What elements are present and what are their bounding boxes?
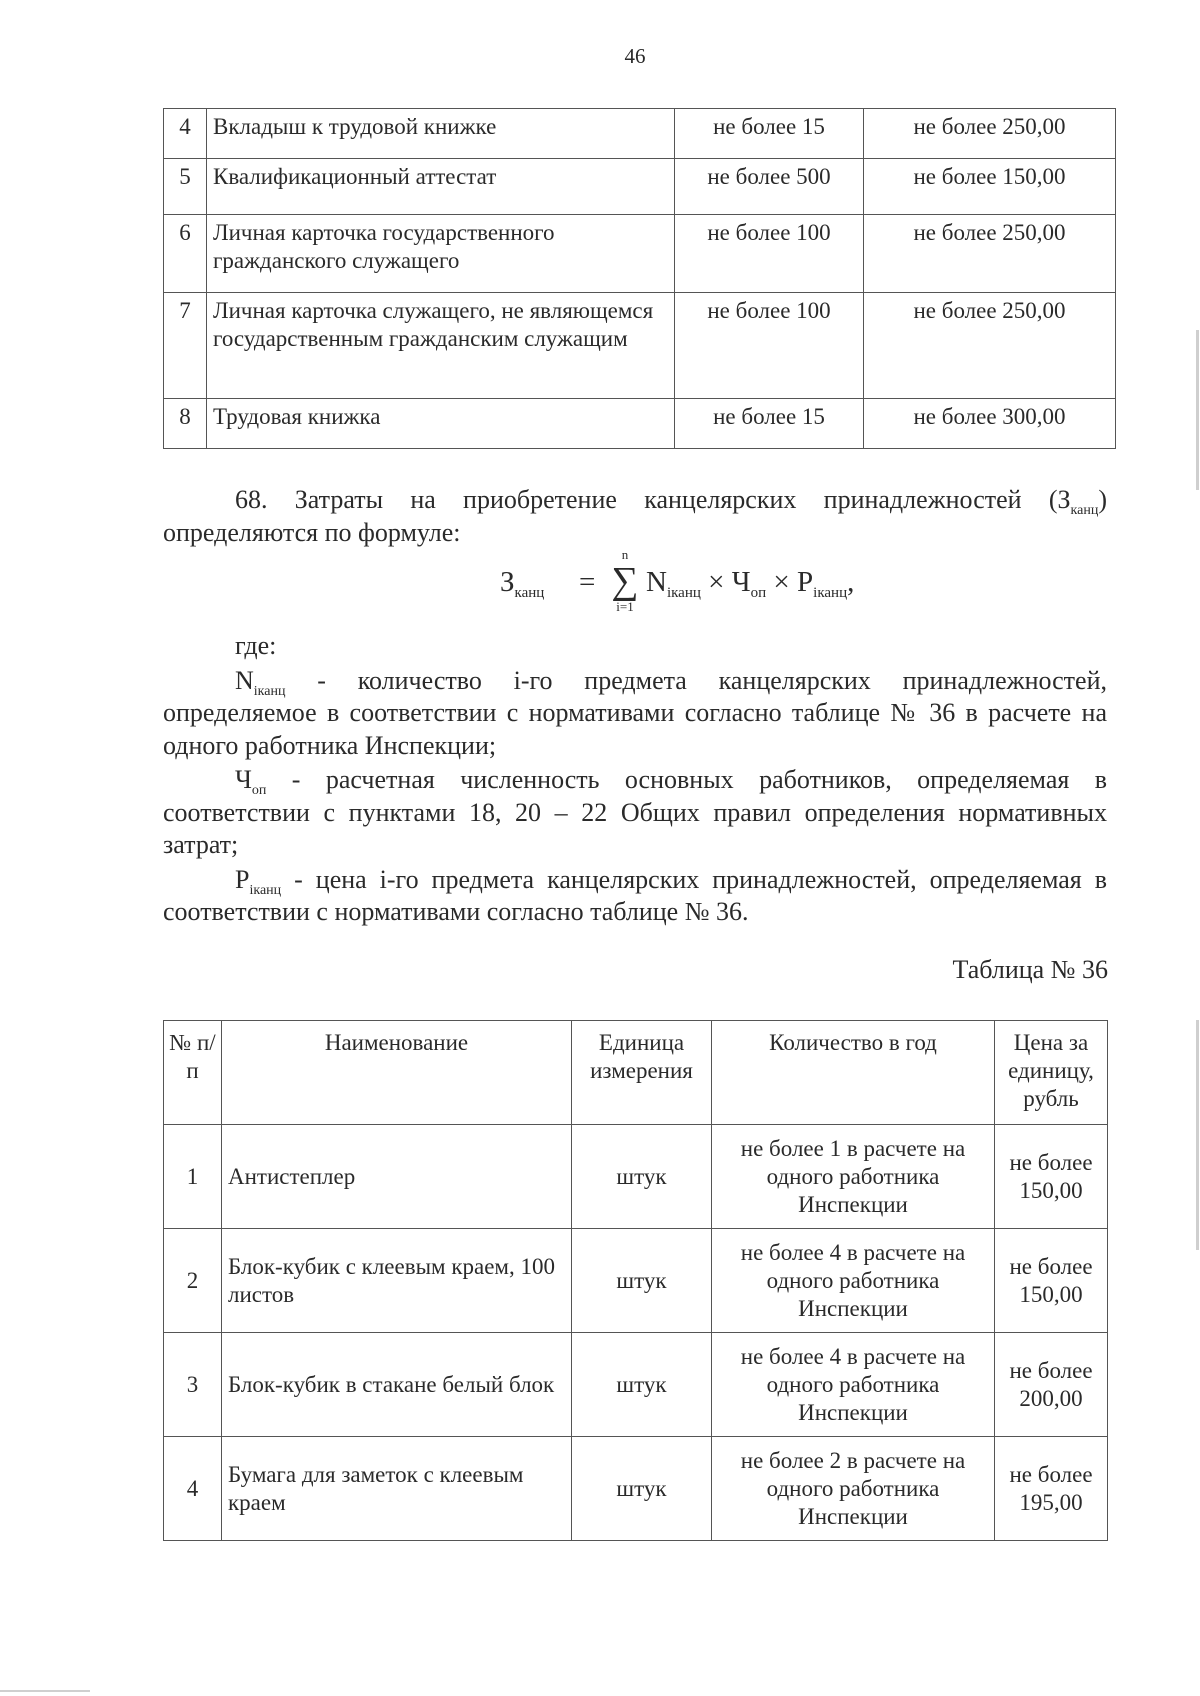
sum-upper-limit: n bbox=[621, 547, 629, 562]
item-name: Личная карточка служащего, не являющемся государственным гражданским служащим bbox=[207, 293, 675, 399]
table-row bbox=[164, 1125, 1108, 1229]
item-price: не более 250,00 bbox=[864, 293, 1116, 399]
item-price: не более 250,00 bbox=[864, 215, 1116, 293]
table-row bbox=[164, 293, 1116, 399]
item-price: не более 195,00 bbox=[995, 1437, 1108, 1541]
table-36 bbox=[163, 1020, 1108, 1541]
row-number: 1 bbox=[164, 1125, 222, 1229]
table-row bbox=[164, 399, 1116, 449]
item-unit: штук bbox=[572, 1333, 712, 1437]
table-row bbox=[164, 1333, 1108, 1437]
item-price: не более 200,00 bbox=[995, 1333, 1108, 1437]
sum-lower-limit: i=1 bbox=[616, 599, 634, 614]
header-name: Наименование bbox=[222, 1021, 572, 1125]
item-name: Вкладыш к трудовой книжке bbox=[207, 109, 675, 159]
scan-edge-mark bbox=[1196, 330, 1199, 490]
top-table bbox=[163, 108, 1116, 449]
sigma-icon: ∑ bbox=[611, 560, 639, 602]
item-price: не более 250,00 bbox=[864, 109, 1116, 159]
item-unit: штук bbox=[572, 1229, 712, 1333]
cost-formula bbox=[500, 548, 920, 628]
table-row bbox=[164, 159, 1116, 215]
item-name: Бумага для заметок с клеевым краем bbox=[222, 1437, 572, 1541]
row-number: 6 bbox=[164, 215, 207, 293]
definition-p: $P_{iканц}$ - цена i-го предмета канцелярских принадлежностей, определяемая в соответствии с нормативами согласно таблице № 36. bbox=[163, 864, 1107, 926]
definitions bbox=[163, 630, 1107, 929]
header-price: Цена за единицу, рубль bbox=[995, 1021, 1108, 1125]
item-price: не более 300,00 bbox=[864, 399, 1116, 449]
item-quantity: не более 1 в расчете на одного работника Инспекции bbox=[712, 1125, 995, 1229]
table-row bbox=[164, 1437, 1108, 1541]
table-row bbox=[164, 1229, 1108, 1333]
table-row bbox=[164, 109, 1116, 159]
item-quantity: не более 500 bbox=[675, 159, 864, 215]
item-price: не более 150,00 bbox=[995, 1125, 1108, 1229]
scan-edge-mark bbox=[0, 1690, 90, 1692]
item-quantity: не более 15 bbox=[675, 109, 864, 159]
item-name: Трудовая книжка bbox=[207, 399, 675, 449]
table-header-row bbox=[164, 1021, 1108, 1125]
formula-rhs: $N_{iканц} \times Ч_{оп} \times P_{iканц}$, bbox=[646, 566, 855, 601]
row-number: 2 bbox=[164, 1229, 222, 1333]
item-name: Блок-кубик с клеевым краем, 100 листов bbox=[222, 1229, 572, 1333]
sum-operator bbox=[608, 548, 642, 614]
item-quantity: не более 100 bbox=[675, 293, 864, 399]
scan-edge-mark bbox=[1196, 1020, 1199, 1250]
item-quantity: не более 4 в расчете на одного работника Инспекции bbox=[712, 1229, 995, 1333]
definition-ch: $Ч_{оп}$ - расчетная численность основных работников, определяемая в соответствии с пунктами 18, 20 – 22 Общих правил определения нормативных затрат; bbox=[163, 765, 1107, 859]
row-number: 4 bbox=[164, 109, 207, 159]
header-number: № п/п bbox=[164, 1021, 222, 1125]
paragraph-68-line1: 68. Затраты на приобретение канцелярских принадлежностей $(З_{канц})$ bbox=[235, 485, 1107, 518]
table-row bbox=[164, 215, 1116, 293]
item-quantity: не более 100 bbox=[675, 215, 864, 293]
item-name: Личная карточка государственного гражданского служащего bbox=[207, 215, 675, 293]
row-number: 4 bbox=[164, 1437, 222, 1541]
item-price: не более 150,00 bbox=[864, 159, 1116, 215]
item-name: Квалификационный аттестат bbox=[207, 159, 675, 215]
item-quantity: не более 15 bbox=[675, 399, 864, 449]
item-name: Блок-кубик в стакане белый блок bbox=[222, 1333, 572, 1437]
item-unit: штук bbox=[572, 1125, 712, 1229]
paragraph-68-line2: определяются по формуле: bbox=[163, 517, 461, 547]
formula-lhs: $З_{канц}$ bbox=[500, 566, 545, 601]
item-unit: штук bbox=[572, 1437, 712, 1541]
item-quantity: не более 4 в расчете на одного работника Инспекции bbox=[712, 1333, 995, 1437]
header-unit: Единица измерения bbox=[572, 1021, 712, 1125]
definition-n: $N_{iканц}$ - количество i-го предмета канцелярских принадлежностей, определяемое в соответствии с нормативами согласно таблице № 36 в расчете на одного работника Инспекции; bbox=[163, 665, 1107, 760]
item-price: не более 150,00 bbox=[995, 1229, 1108, 1333]
item-quantity: не более 2 в расчете на одного работника Инспекции bbox=[712, 1437, 995, 1541]
header-quantity: Количество в год bbox=[712, 1021, 995, 1125]
row-number: 5 bbox=[164, 159, 207, 215]
row-number: 8 bbox=[164, 399, 207, 449]
table-caption: Таблица № 36 bbox=[952, 955, 1108, 984]
formula-equals: = bbox=[579, 566, 596, 598]
where-label: где: bbox=[235, 631, 277, 660]
row-number: 7 bbox=[164, 293, 207, 399]
item-name: Антистеплер bbox=[222, 1125, 572, 1229]
row-number: 3 bbox=[164, 1333, 222, 1437]
page-number: 46 bbox=[624, 44, 646, 68]
paragraph-68 bbox=[163, 484, 1107, 549]
